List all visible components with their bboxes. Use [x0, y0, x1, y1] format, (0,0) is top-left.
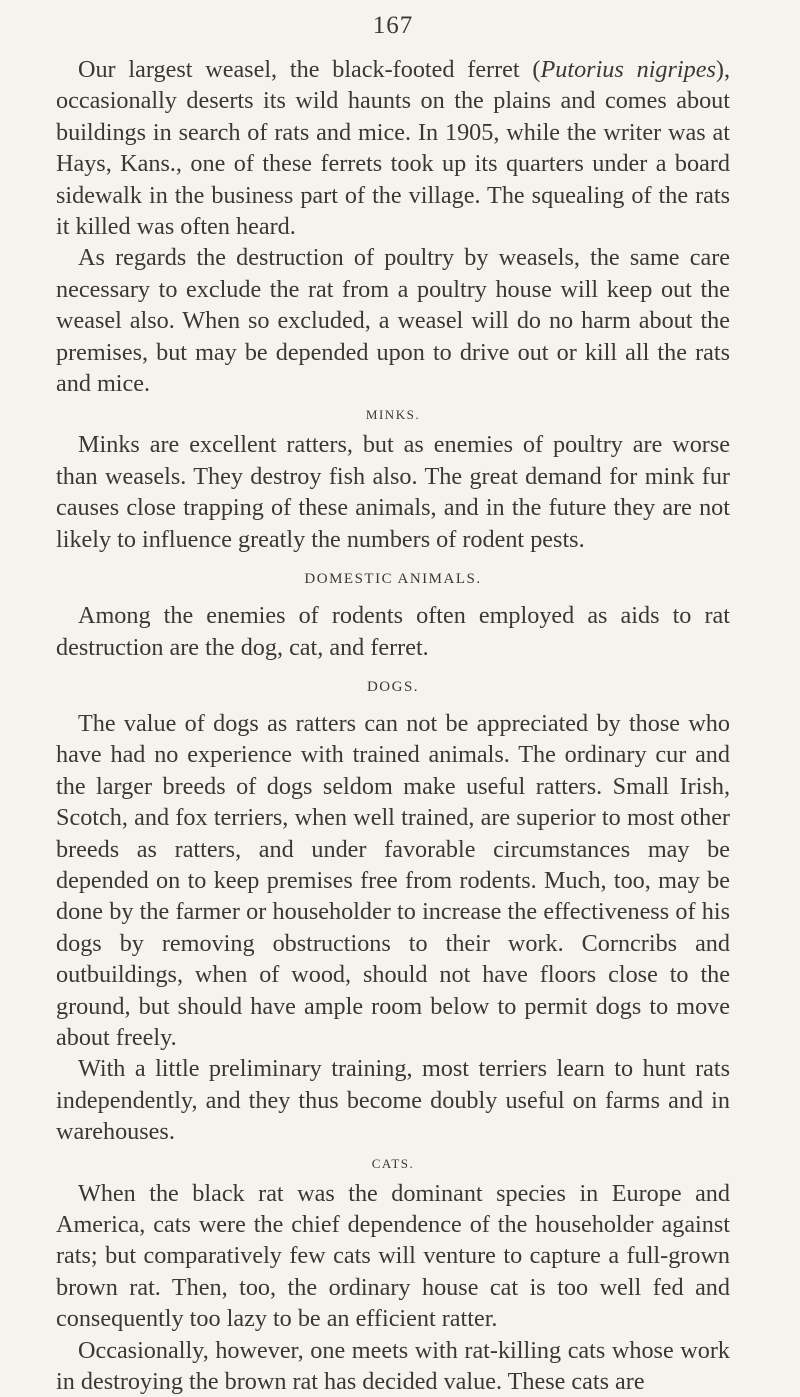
heading-minks: MINKS. — [365, 407, 421, 423]
paragraph-ferret — [56, 54, 730, 242]
heading-domestic-animals: DOMESTIC ANIMALS. — [304, 571, 482, 588]
heading-cats: CATS. — [371, 1155, 415, 1171]
paragraph-dogs: The value of dogs as ratters can not be appreciated by those who have had no experience with trained animals. The ordinary cur and the larger breeds of dogs seldom make useful ratters. Small Irish, Scotch, and fox terriers, when well trained, are superior to most other breeds as ratters, and under favorable circumstances may be depended on to keep premises free from rodents. Much, too, may be done by the farmer or householder to increase the effectiveness of his dogs by removing obstructions to their work. Corncribs and outbuildings, when of wood, should not have floors close to the ground, but should have ample room below to permit dogs to move about freely. — [56, 709, 730, 1051]
paragraph-domestic-animals: Among the enemies of rodents often employed as aids to rat destruction are the dog, cat, and ferret. — [56, 602, 730, 661]
paragraph-poultry-weasel: As regards the destruction of poultry by weasels, the same care necessary to exclude the rat from a poultry house will keep out the weasel also. When so excluded, a weasel will do no harm about the premises, but may be depended upon to drive out or kill all the rats and mice. — [56, 244, 730, 398]
ferret-text-a: Our largest weasel, the black-footed ferret ( — [78, 56, 541, 83]
species-name: Putorius nigripes — [540, 56, 716, 83]
heading-dogs: DOGS. — [366, 678, 420, 695]
paragraph-terrier-training: With a little preliminary training, most terriers learn to hunt rats independently, and they thus become doubly useful on farms and in warehouses. — [56, 1055, 730, 1146]
paragraph-cats: When the black rat was the dominant species in Europe and America, cats were the chief dependence of the householder against rats; but comparatively few cats will venture to capture a full-grown brown rat. Then, too, the ordinary house cat is too well fed and consequently too lazy to be an efficient ratter. — [56, 1179, 730, 1333]
paragraph-minks: Minks are excellent ratters, but as enemies of poultry are worse than weasels. They destroy fish also. The great demand for mink fur causes close trapping of these animals, and in the future they are not likely to influence greatly the numbers of rodent pests. — [56, 431, 730, 553]
page-number: 167 — [372, 12, 414, 39]
paragraph-rat-killing-cats: Occasionally, however, one meets with rat-killing cats whose work in destroying the brown rat has decided value. These cats are — [56, 1336, 730, 1396]
ferret-text-b: ), occasionally deserts its wild haunts on the plains and comes about buildings in search of rats and mice. In 1905, while the writer was at Hays, Kans., one of these ferrets took up its quarters under a board sidewalk in the business part of the village. The squealing of the rats it killed was often heard. — [56, 56, 730, 241]
